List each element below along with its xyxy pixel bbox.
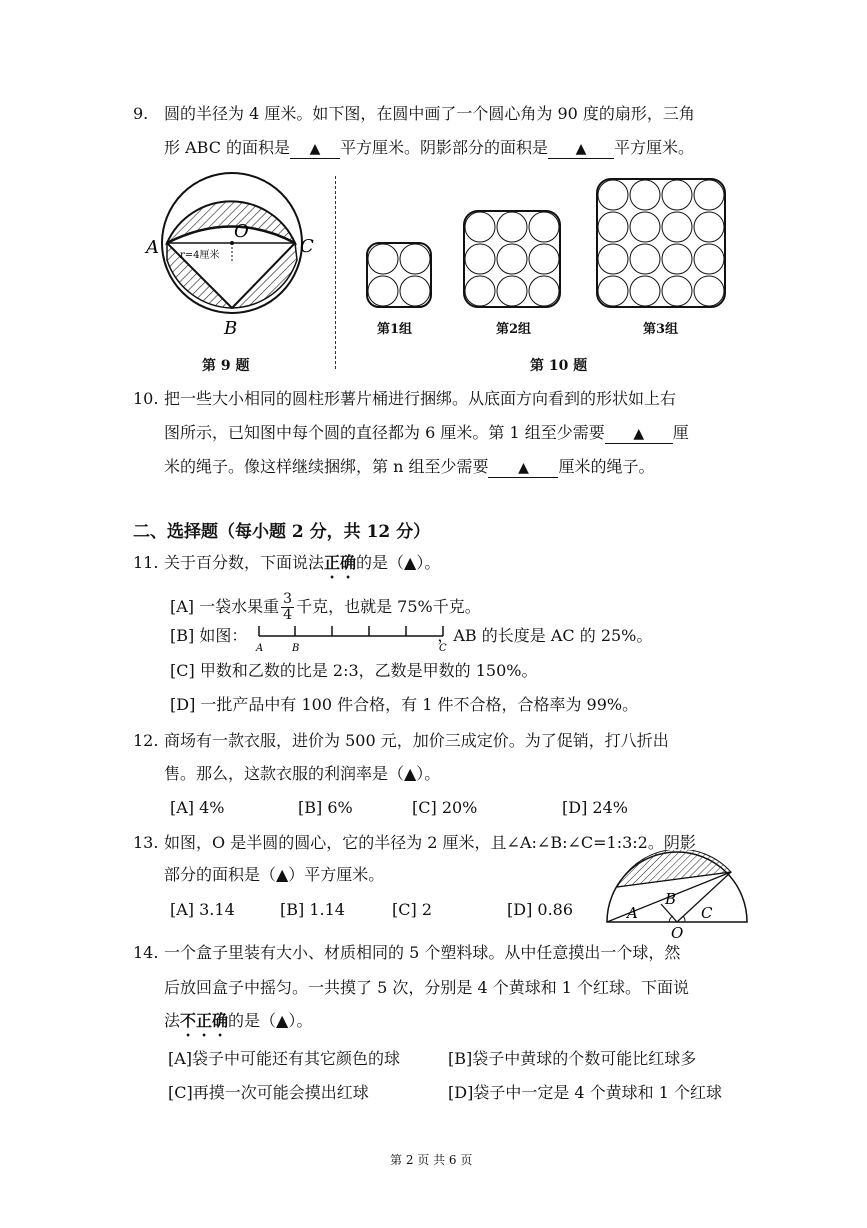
q10-group3 xyxy=(597,179,725,307)
q9-line2-text-a: 形 ABC 的面积是 xyxy=(164,138,291,157)
figure-divider xyxy=(335,176,336,369)
q13-label-a: A xyxy=(627,904,638,922)
q14-option-b[interactable]: [B]袋子中黄球的个数可能比红球多 xyxy=(448,1049,697,1068)
q12-line1: 商场有一款衣服，进价为 500 元，加价三成定价。为了促销，打八折出 xyxy=(164,731,669,750)
q10-line1: 把一些大小相同的圆柱形薯片桶进行捆绑。从底面方向看到的形状如上右 xyxy=(164,389,677,408)
fraction-three-quarters xyxy=(281,592,294,623)
q13-line1: 如图，O 是半圆的圆心，它的半径为 2 厘米，且∠A:∠B:∠C=1:3:2。阴影 xyxy=(164,833,696,852)
q11-option-d-text: 一批产品中有 100 件合格，有 1 件不合格，合格率为 99%。 xyxy=(200,695,639,714)
q11-stem-a: 关于百分数，下面说法 xyxy=(164,553,325,572)
q11-stem-b: 的是（▲）。 xyxy=(356,553,441,572)
q10-caption: 第 10 题 xyxy=(530,358,588,374)
q13-label-c: C xyxy=(701,904,713,922)
q13-option-d[interactable]: [D] 0.86 xyxy=(507,900,574,919)
q9-radius-label: r=4厘米 xyxy=(180,250,220,261)
q14-line3 xyxy=(164,1010,312,1040)
q9-line2 xyxy=(164,137,694,159)
q11-option-a-label: [A] xyxy=(170,597,195,616)
q9-number: 9. xyxy=(133,104,149,123)
q10-blank-1[interactable] xyxy=(605,424,673,444)
q11-option-c-text: 甲数和乙数的比是 2:3，乙数是甲数的 150%。 xyxy=(199,661,538,680)
q9-line1: 圆的半径为 4 厘米。如下图，在圆中画了一个圆心角为 90 度的扇形，三角 xyxy=(164,104,695,123)
q9-caption: 第 9 题 xyxy=(202,358,250,374)
q14-line2: 后放回盒子中摇匀。一共摸了 5 次，分别是 4 个黄球和 1 个红球。下面说 xyxy=(164,978,690,997)
q10-group1-label: 第1组 xyxy=(377,322,413,337)
q13-option-a[interactable]: [A] 3.14 xyxy=(170,900,235,919)
segment-label-b: B xyxy=(292,643,300,654)
q11-stem xyxy=(164,552,440,582)
q11-option-a-text-b: 千克，也就是 75%千克。 xyxy=(296,597,481,616)
q11-stem-emphasis: 正确 xyxy=(324,553,357,572)
q10-line2 xyxy=(164,422,689,444)
q11-option-b-text-a: 如图： xyxy=(199,626,248,645)
q13-shaded-segment xyxy=(617,850,731,887)
blank-marker-1: ▲ xyxy=(309,141,321,157)
q10-line3-text: 米的绳子。像这样继续捆绑，第 n 组至少需要 xyxy=(164,457,489,476)
q12-option-b[interactable]: [B] 6% xyxy=(298,798,353,817)
q9-label-c: C xyxy=(300,236,314,257)
q11-option-a-text-a: 一袋水果重 xyxy=(199,597,280,616)
q12-number: 12. xyxy=(133,731,159,750)
q10-line2-text: 图所示，已知图中每个圆的直径都为 6 厘米。第 1 组至少需要 xyxy=(164,423,605,442)
q11-option-b-text-b: ，AB 的长度是 AC 的 25%。 xyxy=(437,626,653,645)
q11-option-b-label: [B] xyxy=(170,626,195,645)
q9-shaded-top xyxy=(167,201,295,243)
q11-option-c[interactable] xyxy=(170,660,538,682)
q13-option-b[interactable]: [B] 1.14 xyxy=(280,900,345,919)
q10-line3 xyxy=(164,456,655,478)
segment-label-c: C xyxy=(439,643,447,654)
q14-option-d[interactable]: [D]袋子中一定是 4 个黄球和 1 个红球 xyxy=(448,1083,723,1102)
q11-option-d-label: [D] xyxy=(170,695,196,714)
blank-marker-2: ▲ xyxy=(575,141,587,157)
q9-line2-text-c: 平方厘米。 xyxy=(614,138,695,157)
q9-figure xyxy=(130,170,330,345)
q11-number: 11. xyxy=(133,553,159,572)
q13-label-o: O xyxy=(671,924,684,942)
q9-line2-text-b: 平方厘米。阴影部分的面积是 xyxy=(340,138,549,157)
q11-option-d[interactable] xyxy=(170,694,638,716)
q9-label-a: A xyxy=(146,237,159,258)
q11-segment-figure xyxy=(255,620,455,655)
fraction-denominator: 4 xyxy=(283,607,293,623)
q10-blank-2[interactable] xyxy=(488,458,558,478)
q14-line3-a: 法 xyxy=(164,1011,181,1030)
q14-option-c[interactable]: [C]再摸一次可能会摸出红球 xyxy=(168,1083,369,1102)
q10-group2 xyxy=(464,211,560,307)
q10-group1 xyxy=(367,243,431,307)
q10-figure xyxy=(360,175,740,325)
q10-number: 10. xyxy=(133,389,159,408)
q9-blank-2[interactable] xyxy=(548,139,614,159)
section2-title: 二、选择题（每小题 2 分，共 12 分） xyxy=(133,522,431,542)
q14-line1: 一个盒子里装有大小、材质相同的 5 个塑料球。从中任意摸出一个球，然 xyxy=(164,943,681,962)
q13-number: 13. xyxy=(133,833,159,852)
blank-marker-3: ▲ xyxy=(633,426,645,442)
q9-label-b: B xyxy=(224,318,238,339)
q14-line3-emphasis: 不正确 xyxy=(180,1011,229,1030)
blank-marker-4: ▲ xyxy=(518,460,529,476)
q9-blank-1[interactable] xyxy=(290,139,340,159)
q10-line2-end: 厘 xyxy=(672,423,689,442)
q13-option-c[interactable]: [C] 2 xyxy=(392,900,432,919)
q10-line3-end: 厘米的绳子。 xyxy=(558,457,655,476)
q13-line2: 部分的面积是（▲）平方厘米。 xyxy=(164,865,385,884)
q10-group2-label: 第2组 xyxy=(496,322,532,337)
q9-label-o: O xyxy=(234,221,249,242)
q11-option-c-label: [C] xyxy=(170,661,195,680)
fraction-numerator: 3 xyxy=(283,591,293,607)
q11-option-a[interactable] xyxy=(170,592,481,623)
q12-option-c[interactable]: [C] 20% xyxy=(412,798,478,817)
q13-label-b: B xyxy=(665,890,677,908)
q13-figure xyxy=(603,850,753,942)
q10-group3-label: 第3组 xyxy=(643,322,679,337)
q12-line2: 售。那么，这款衣服的利润率是（▲）。 xyxy=(164,764,441,783)
q14-option-a[interactable]: [A]袋子中可能还有其它颜色的球 xyxy=(168,1049,401,1068)
q12-option-d[interactable]: [D] 24% xyxy=(562,798,628,817)
q14-number: 14. xyxy=(133,943,159,962)
segment-label-a: A xyxy=(256,643,264,654)
page-footer: 第 2 页 共 6 页 xyxy=(390,1153,473,1167)
q14-line3-b: 的是（▲）。 xyxy=(228,1011,313,1030)
q12-option-a[interactable]: [A] 4% xyxy=(170,798,225,817)
